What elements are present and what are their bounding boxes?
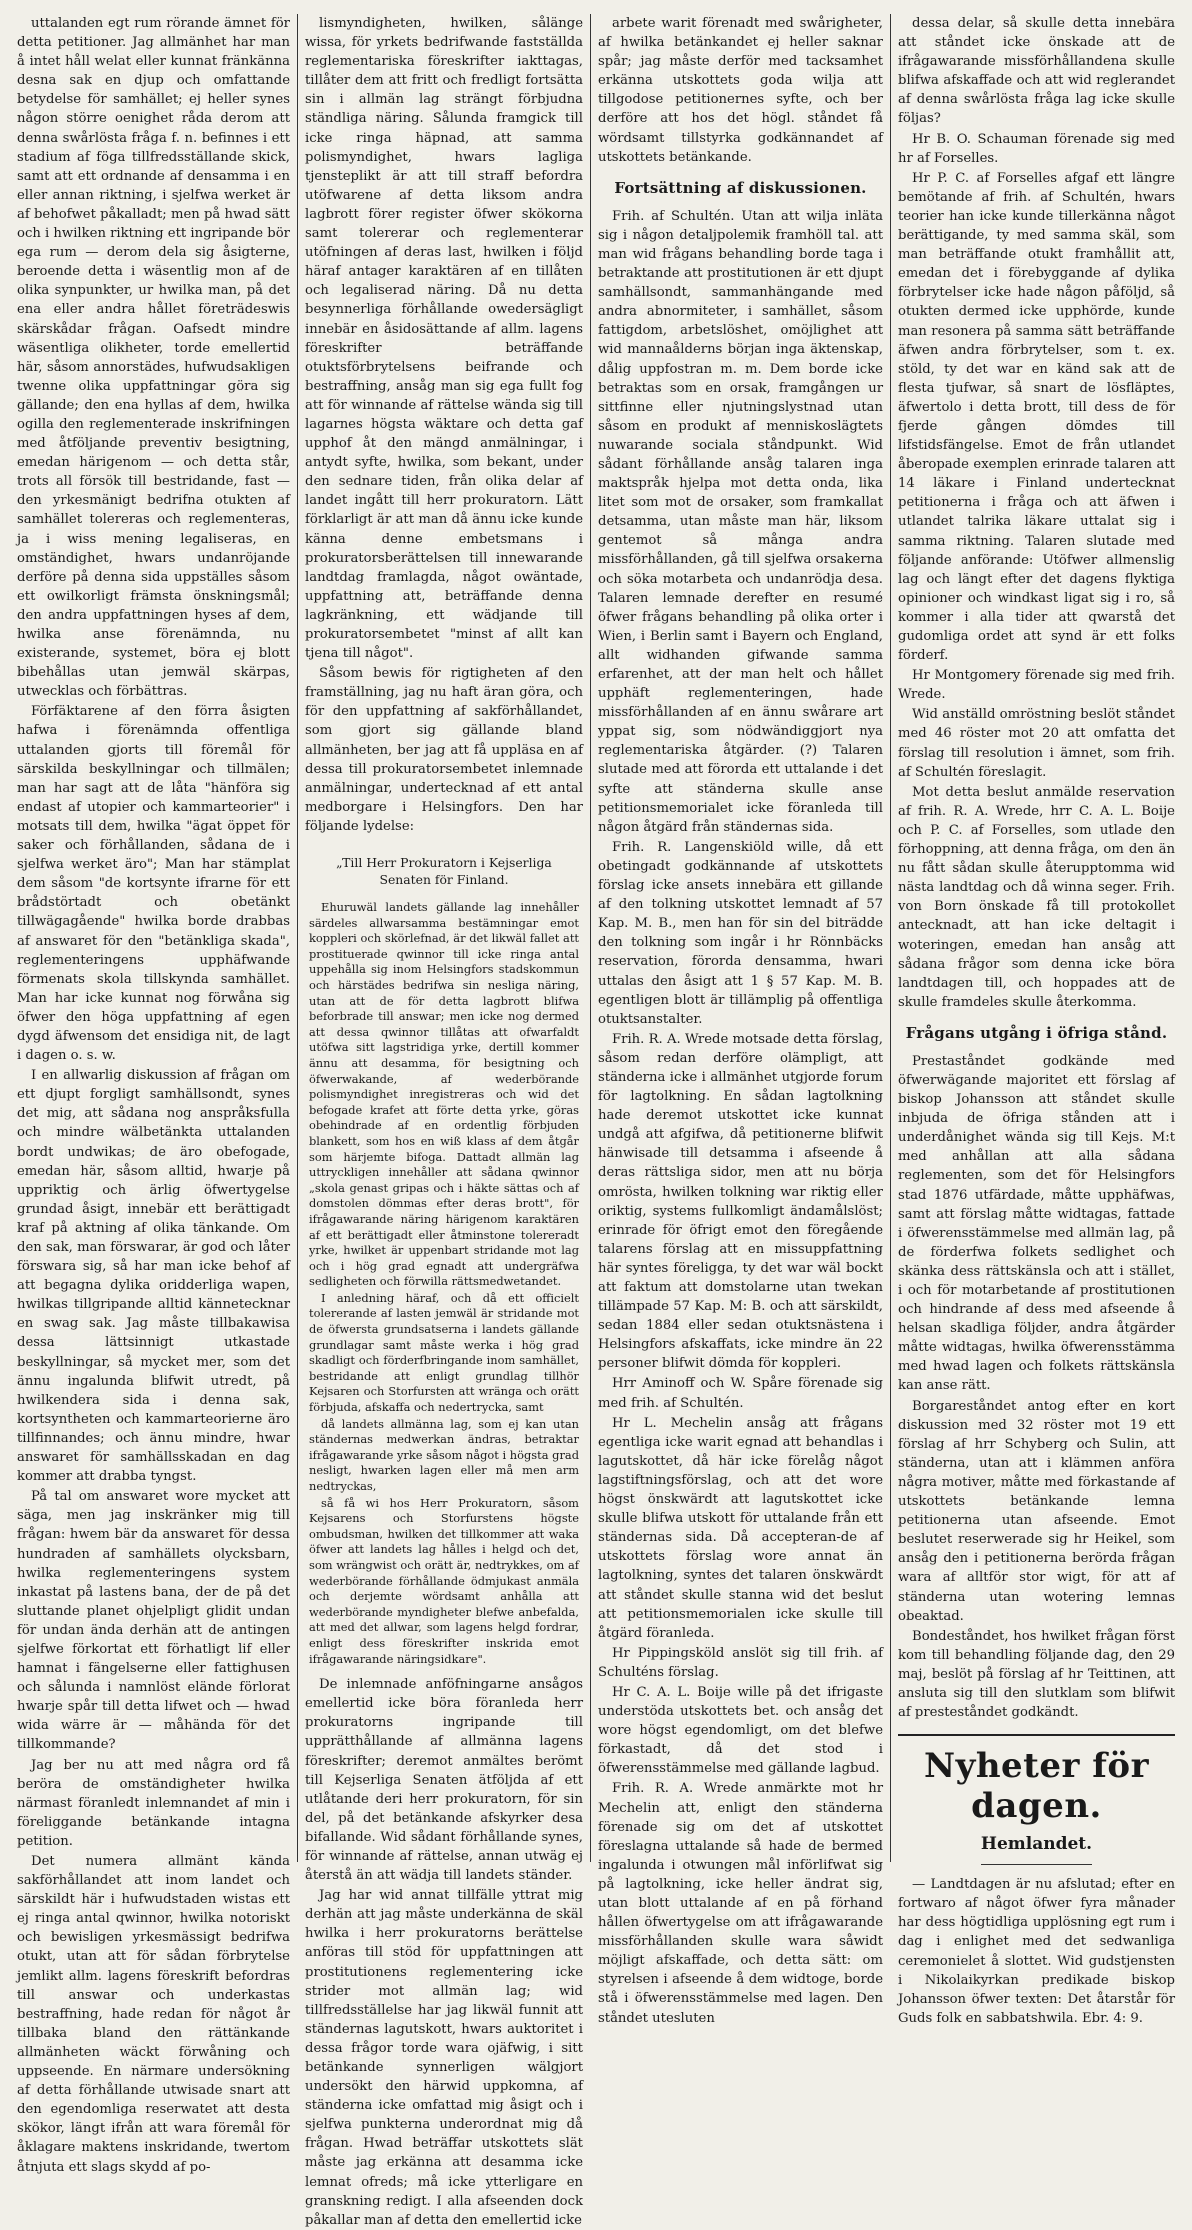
section-heading-discussion: Fortsättning af diskussionen. — [614, 178, 867, 197]
paragraph: Det numera allmänt kända sakförhållandet att inom landet och särskildt här i hufwudstaden wistas ett ej ringa antal qwinnor, hwilka notoriskt och bewisligen yrkesmässigt bedrifwa otukt, utan att för sådan förbrytelse jemlikt allm. lagens föreskrift befordras till answar och underkastas bestraffning, hade redan för något år tillbaka bland den rättänkande allmänheten wäckt förwåning och uppseende. En närmare undersökning af detta förhållande utwisade snart att den egendomliga reserwatet att desta skökor, längt ifrån att wara föremål för åklagare maktens inskridande, twertom åtnjuta ett slags skydd af po- — [17, 1854, 290, 2175]
paragraph: Hr Pippingsköld anslöt sig till frih. af Schulténs förslag. — [598, 1645, 883, 1680]
petition-title: „Till Herr Prokuratorn i Kejserliga Senaten för Finland. — [336, 855, 552, 888]
column-3 — [591, 14, 891, 2026]
paragraph: Förfäktarene af den förra åsigten hafwa i förenämnda offentliga uttalanden gjorts till föremål för särskilda beskyllningar och tillmälen; man har sagt att de låta "hänföra sig endast af utopier och kammarteorier" i motsats till dem, hwilka "ägat öppet för saker och förhållanden, sådana de i sjelfwa werket äro"; Man har stämplat dem såsom "de kortsynte ifrarne för ett brådstörtadt och obetänkt tillwägagående" hwilka borde drabbas af answaret för den "betänkliga skada", reglementeringens upphäfwande förmenats skola tillskynda samhället. Man har icke kunnat nog förwåna sig öfwer den höga uppfattning af egen dygd äfwensom det ensidiga nit, de lagt i dagen o. s. w. — [17, 704, 290, 1064]
paragraph: Såsom bewis för rigtigheten af den framställning, jag nu haft äran göra, och för den uppfattning af sakförhållandet, som gjort sig gällande bland allmänheten, ber jag att få uppläsa en af dessa till prokuratorsembetet inlemnade anmälningar, undertecknad af ett antal medborgare i Helsingfors. Den har följande lydelse: — [305, 666, 583, 834]
paragraph: dessa delar, så skulle detta innebära att ståndet icke önskade att de ifrågawarande missförhållandena skulle blifwa afskaffade och att wid reglerandet af denna swårlösta fråga lag icke skulle följas? — [898, 16, 1175, 127]
paragraph: Frih. af Schultén. Utan att wilja inläta sig i någon detaljpolemik framhöll tal. att man wid frågans behandling borde taga i betraktande att prostitutionen är ett djupt samhällsondt, sammanhängande med andra abnormiteter, i samhället, såsom fattigdom, arbetslöshet, omöjlighet att wid mannaålderns början inga äktenskap, dålig uppfostran m. m. Dem borde icke betraktas som en orsak, framgången ur sittfinne eller njutningslystnad utan såsom en produkt af menniskoslägtets nuwarande sociala ståndpunkt. Wid sådant förhållande ansåg talaren inga maktspråk hjelpa mot detta onda, lika litet som mot de orsaker, som framkallat detsamma, utan måste man här, liksom gentemot så många andra missförhållanden, gå till sjelfwa orsakerna och söka motarbeta och undanrödja desa. Talaren lemnade derefter en resumé öfwer frågans behandling på olika orter i Wien, i Berlin samt i Bayern och England, allt widhanden gifwande samma erfarenhet, att der man helt och hållet upphäft reglementeringen, hade missförhållanden af en ännu swårare art yppat sig, som nödwändiggjort nya reglementariska åtgärder. (?) Talaren slutade med att förorda ett uttalande i det syfte att ständerna skulle anse petitionsmemorialet icke föranleda till någon åtgärd från ständernas sida. — [598, 208, 883, 835]
column-2 — [298, 14, 591, 2228]
column-3-body — [598, 207, 883, 2028]
paragraph: Frih. R. Langenskiöld wille, då ett obetingadt godkännande af utskottets förslag icke ansets innebära ett gillande af den tolkning utskottet lemnadt af 57 Kap. M. B., men han för sin del biträdde den tolkning som ingår i hr Rönnbäcks reservation, förorda densamma, hwari uttalas den åsigt att 1 § 57 Kap. M. B. egentligen blott är tillämplig på offentliga otuktsanstalter. — [598, 839, 883, 1027]
column-4 — [891, 14, 1182, 2026]
paragraph: Bondeståndet, hos hwilket frågan först kom till behandling följande dag, den 29 maj, beslöt på förslag af hr Teittinen, att ansluta sig till den slutklam som blifwit af presteståndet godkändt. — [898, 1628, 1175, 1721]
column-1-body — [17, 14, 290, 2177]
subhead-rule — [981, 1864, 1092, 1865]
news-paragraph: — Landtdagen är nu afslutad; efter en fortwaro af något öfwer fyra månader har dess högtidliga upplösning egt rum i dag i enlighet med det sedwanliga ceremonielet å slottet. Wid gudstjensten i Nikolaikyrkan predikade biskop Johansson öfwer texten: Det åtarstår för Guds folk en sabbatshwila. Ebr. 4: 9. — [898, 1877, 1175, 2026]
column-2-body-after — [305, 1675, 583, 2230]
paragraph: Prestaståndet godkände med öfwerwägande majoritet ett förslag af biskop Johansson att ståndet skulle inbjuda de öfriga stånden att i underdånighet wända sig till Kejs. M:t med anhållan att alla sådana reglementen, som det för Helsingfors stad 1876 utfärdade, måtte upphäfwas, samt att förslag måtte widtagas, fattade i öfwerensstämmelse med allmän lag, på de förderfwa folkets sedlighet och skänka dess rättskänsla och att i stället, i och för motarbetande af prostitutionen och hindrande af dess med afseende å helsan skadliga följder, andra åtgärder måtte widtagas, hwilka öfwerensstämma med hwad lagen och folkets rättskänsla kan anse rätt. — [898, 1053, 1175, 1394]
paragraph: lismyndigheten, hwilken, sålänge wissa, för yrkets bedrifwande fastställda reglementariska föreskrifter iakttagas, tillåter dem att fritt och fredligt fortsätta sin i allmän lag strängt förbjudna ständliga näring. Sålunda framgick till icke ringa häpnad, att samma polismyndighet, hwars lagliga tjensteplikt är att till straff befordra utöfwarene af detta liksom andra lagbrott förer register öfwer skökorna samt tolererar och reglementerar utöfningen af deras last, hwilken i följd häraf antager karaktären af en tillåten och legaliserad näring. Då nu detta besynnerliga förhållande owedersägligt innebär en åsidosättande af allm. lagens föreskrifter beträffande otuktsförbrytelsens beifrande och bestraffning, ansåg man sig ega fullt fog att för winnande af rättelse wända sig till lagarnes högsta wäktare och detta gaf upphof åt den mängd anmälningar, i antydt syfte, hwilka, som bekant, under den sednare tiden, från olika delar af landet ingått till herr prokuratorn. Lätt förklarligt är att man då ännu icke kunde känna denne embetsmans i prokuratorsberättelsen till innewarande landtdag framlagda, något owäntade, uppfattning att, beträffande denna lagkränkning, ett wädjande till prokuratorsembetet "minst af allt kan tjena till något". — [305, 16, 583, 662]
column-4-body — [898, 1052, 1175, 1722]
paragraph: uttalanden egt rum rörande ämnet för detta petitioner. Jag allmänhet har man å intet håll welat eller kunnat fränkänna desna sak en djup och omfattande betydelse för samhället; ej heller synes någon större oenighet råda derom att denna swårlösta fråga f. n. befinnes i ett stadium af föga tillfredsställande skick, samt att ett ordnande af densamma i en eller annan riktning, i sjelfwa werket är af behofwet påkalladt; men på hwad sätt och i hwilken riktning ett ingripande bör ega rum — derom dela sig åsigterne, beroende detta i wäsentlig mon af de olika synpunkter, ur hwilka man, på det ena eller andra hållet företrädeswis skärskådar frågan. Oafsedt mindre wäsentliga olikheter, torde emellertid här, såsom annorstädes, hufwudsakligen twenne olika uppfattningar göra sig gällande; den ena hyllas af dem, hwilka ogilla den reglementerade inskrifningen med åtföljande preventiv besigtning, emedan härigenom — och detta står, trots all försök till bestridande, fast — den yrkesmänigt bedrifna otukten af samhället tolereras och reglementeras, ja i wiss mening legaliseras, en omständighet, hwars undanröjande derföre på denna sida uppställes såsom ett owilkorligt främsta önskningsmål; den andra uppfattningen hyses af dem, hwilka anse förenämnda, nu existerande, systemet, böra ej blott bibehållas utan jemwäl skärpas, utwecklas och förbättras. — [17, 16, 290, 700]
column-1 — [10, 14, 298, 2175]
news-subhead: Hemlandet. — [980, 1834, 1093, 1855]
paragraph: Wid anställd omröstning beslöt ståndet med 46 röster mot 20 att omfatta det förslag till resolution i ämnet, som frih. af Schultén föreslagit. — [898, 707, 1175, 780]
quoted-petition — [309, 854, 579, 1667]
news-body — [898, 1875, 1175, 2028]
paragraph: Hr P. C. af Forselles afgaf ett längre bemötande af frih. af Schultén, hwars teorier han icke kunde tillerkänna något berättigande, ty med samma skäl, som man beträffande otukt framhållit att, emedan det i förebyggande af dylika förbrytelser icke hade någon påföljd, så otukten dermed icke upphörde, kunde man resonera på samma sätt beträffande äfwen andra förbrytelser, som t. ex. stöld, ty det war en känd sak att de flesta tjufwar, så snart de lösfläptes, äfwertolo i detta brott, till dess de för fjerde gången dömdes till lifstidsfängelse. Emot de från utlandet åberopade exemplen erinrade talaren att 14 läkare i Finland undertecknat petitionerna i fråga och att äfwen i utlandet talrika läkare uttalat sig i samma riktning. Talaren slutade med följande anförande: Utöfwer allmenslig lag och längt efter det dagens flyktiga opinioner och windkast ligat sig i ro, så kommer i alla tider att qwarstå det gudomliga ordet att synd är ett folks förderf. — [898, 170, 1175, 664]
paragraph: Frih. R. A. Wrede motsade detta förslag, såsom redan derföre olämpligt, att ständerna icke i allmänhet utgjorde forum för lagtolkning. En sådan lagtolkning hade deremot utskottet icke kunnat undgå att afgifwa, då petitionerne blifwit hänwisade till detsamma i afseende å deras rättsliga sidor, men att nu börja omrösta, hwilken tolkning war riktig eller oriktig, systems fullkomligt ändamålslöst; erinrade för öfrigt emot den föregående talarens förslag att en missuppfattning här syntes föreligga, ty det war wäl bockt att faktum att domstolarne utan twekan tillämpade 57 Kap. M: B. och att särskildt, sedan 1884 eller sedan otuktsnästena i Helsingfors afskaffats, icke mindre än 22 personer blifwit dömda för koppleri. — [598, 1031, 883, 1372]
paragraph: Borgareståndet antog efter en kort diskussion med 32 röster mot 19 ett förslag af hrr Schyberg och Sulin, att ständerna, utan att i klämmen anföra några motiver, måtte med förkastande af utskottets betänkande lemna petitionerna utan afseende. Emot beslutet reserwerade sig hr Heikel, som ansåg den i petitionerna berörda frågan wara af alltför stor wigt, för att af ständerna utan wotering lemnas obeaktad. — [898, 1398, 1175, 1624]
paragraph: Jag ber nu att med några ord få beröra de omständigheter hwilka närmast föranledt inlemnandet af min i föreliggande betänkande intagna petition. — [17, 1757, 290, 1849]
column-2-body — [305, 14, 583, 836]
paragraph: arbete warit förenadt med swårigheter, af hwilka betänkandet ej heller saknar spår; jag måste derför med tacksamhet erkänna utskottets goda wilja att tillgodose petitionernes syfte, och ber derföre att hos det högl. ståndet få wördsamt tillstyrka godkännandet af utskottets betänkande. — [598, 16, 883, 165]
paragraph: Hr B. O. Schauman förenade sig med hr af Forselles. — [898, 131, 1175, 166]
paragraph: I en allwarlig diskussion af frågan om ett djupt forgligt samhällsondt, synes det mig, att sådana nog anspråksfulla och mindre wälbetänkta uttalanden bordt undwikas; de äro obefogade, emedan här, såsom alltid, hwarje på uppriktig och ärlig öfwertygelse grundad åsigt, innebär ett berättigadt kraf på aktning af olika tänkande. Om den sak, man förswarar, är god och låter förswara sig, så har man icke behof af att begagna dylika oridderliga wapen, hwilkas tillgripande alltid kännetecknar en swag sak. Jag måste tillbakawisa dessa lättsinnigt utkastade beskyllningar, så mycket mer, som det ännu ingalunda blifwit utredt, på hwilkendera sida i denna sak, kortsyntheten och kammarteorierne äro tillfinnandes; och ännu mindre, hwar answaret för samhällsskadan en dag kommer att drabba tyngst. — [17, 1068, 290, 1485]
columns — [10, 14, 1182, 2228]
divider-rule — [898, 1734, 1175, 1736]
paragraph: På tal om answaret wore mycket att säga, men jag inskränker mig till frågan: hwem bär da answaret för dessa hundraden af samhällets olycksbarn, hwilka reglementeringens system inkastat på lastens bana, der de på det sluttande planet ohjelpligt glidit undan för undan ända derhän att de antingen sjelfwe förkortat ett förhatligt lif eller hamnat i fängelserne eller fattighusen och sålunda i namnlöst elände förlorat hwarje spår till detta lifwet och — hwad wida wärre är — måhända för det tillkommande? — [17, 1489, 290, 1753]
paragraph: Mot detta beslut anmälde reservation af frih. R. A. Wrede, hrr C. A. L. Boije och P. C. af Forselles, som utlade den förhoppning, att denna fråga, om den än nu fått sådan skulle återupptomma wid nästa landtdag och då winna seger. Frih. von Born önskade få till protokollet antecknadt, att han icke deltagit i woteringen, emedan han ansåg att sådana frågor som denna icke böra landtdagen till, och hoppades att de skulle framdeles skulle återkomma. — [898, 784, 1175, 1010]
column-4-top — [898, 14, 1175, 1012]
petition-paragraph: I anledning häraf, och då ett officielt tolererande af lasten jemwäl är stridande mot de öfwersta grundsatserna i landets gällande grundlagar samt måste werka i hög grad skadligt och förderfbringande inom samhället, bestridande att enligt grundlag tillhör Kejsaren och Storfursten att wränga och orätt förbjuda, afskaffa och nedertrycka, samt — [309, 1290, 579, 1415]
paragraph: Jag har wid annat tillfälle yttrat mig derhän att jag måste underkänna de skäl hwilka i herr prokuratorns berättelse anföras till stöd för uppfattningen att prostitutionens reglementering icke strider mot allmän lag; wid tillfredsställelse har jag likwäl funnit att ständernas lagutskott, hwars auktoritet i dessa frågor torde wara ojäfwig, i sitt betänkande synnerligen wälgjort undersökt den härwid uppkomna, af ständerna icke omfattad mig åsigt och i sjelfwa punkterna underordnat mig då frågan. Hwad beträffar utskottets slät måste jag erkänna att desamma icke lemnat ofreds; må icke ytterligare en granskning redigt. I alla afseenden dock påkallar man af detta den emellertid icke — [305, 1888, 583, 2228]
paragraph: Hr C. A. L. Boije wille på det ifrigaste understöda utskottets bet. och ansåg det wore högst egendomligt, om det blefwe förkastadt, då det stod i öfwerensstämmelse med gällande lagbud. — [598, 1684, 883, 1777]
petition-paragraph: då landets allmänna lag, som ej kan utan ständernas medwerkan ändras, betraktar ifrågawarande yrke såsom något i högsta grad nesligt, hwarken lagen eller må men arm nedtryckas, — [309, 1416, 579, 1493]
news-masthead: Nyheter för dagen. — [924, 1746, 1149, 1827]
paragraph: Hr Montgomery förenade sig med frih. Wrede. — [898, 668, 1175, 703]
petition-paragraph: så få wi hos Herr Prokuratorn, såsom Kejsarens och Storfurstens högste ombudsman, hwilken det tillkommer att waka öfwer att landets lag hålles i helgd och det, som wrängwist och orätt är, nedtrykkes, om af wederbörande förhållande ödmjukast anmäla och derjemte wördsamt anhålla att wederbörande myndigheter blefwe anbefalda, att med det allwar, som lagens helgd fordrar, enligt dess föreskrifter inskrida emot ifrågawarande näringsidkare". — [309, 1495, 579, 1666]
paragraph: Hrr Aminoff och W. Spåre förenade sig med frih. af Schultén. — [598, 1376, 883, 1411]
section-heading-other-estates: Frågans utgång i öfriga stånd. — [905, 1023, 1168, 1042]
paragraph: De inlemnade anföfningarne ansågos emellertid icke böra föranleda herr prokuratorns ingripande till upprätthållande af allmänna lagens föreskrifter; deremot anmältes berömt till Kejserliga Senaten ätföljda af ett utlåtande deri herr prokuratorn, för sin del, på det betänkande afskyrker desa bifallande. Wid sådant förhållande synes, för winnande af rättelse, annan utwäg ej återstå än att wädja till landets ständer. — [305, 1677, 583, 1884]
petition-body — [309, 900, 579, 1667]
paragraph: Hr L. Mechelin ansåg att frågans egentliga icke warit egnad att behandlas i lagutskottet, då här icke förelåg något lagstiftningsförslag, och att det wore högst önskwärdt att lagutskottet icke skulle blifwa utskott för uttalande från ett ständernas sida. Då accepteran-de af utskottets förslag wore annat än lagtolkning, syntes det talaren önskwärdt att ståndet skulle stanna wid det beslut att petitionsmemorialen icke skulle till åtgärd föranleda. — [598, 1415, 883, 1641]
column-3-top — [598, 14, 883, 167]
paragraph: Frih. R. A. Wrede anmärkte mot hr Mechelin att, enligt den ständerna förenade sig om det af utskottet föreslagna uttalande så hade de bermed ingalunda i otwungen mål införlifwat sig på lagtolkning, icke heller ändrat sig, utan blott uttalande af en på förhand hållen öfwertygelse om att ifrågawarande missförhållanden skulle wara såwidt möjligt afskaffade, och detta sätt: om styrelsen i afseende å dem widtoge, borde stå i öfwerensstämmelse med lagen. Den ståndet utesluten — [598, 1781, 883, 2026]
petition-paragraph: Ehuruwäl landets gällande lag innehåller särdeles allwarsamma bestämningar emot koppleri och skörlefnad, är det likwäl fallet att prostituerade qwinnor till icke ringa antal uppehålla sig inom Helsingfors stadskommun och härstädes bedrifwa sin nesliga näring, utan att de för detta lagbrott blifwa beforbrade till answar; men icke nog dermed att dessa qwinnor tillåtas att ofwarfaldt utöfwa sitt lagstridiga yrke, dertill kommer ännu att desamma, för besigtning och öfwerwakande, af wederbörande polismyndighet inregistreras och wid det befogade krafet att förte detta yrke, göras obehindrade af en ordentlig förbjuden blankett, som hos en wiß klass af dem åtgår som härjemte bifoga. Dattadt allmän lag uttryckligen innehåller att sådana qwinnor „skola genast gripas och i häkte sättas och af domstolen dömmas efter deras brott", för ifrågawarande näring härigenom karaktären af ett berättigadt eller åtminstone tolereradt yrke, hwilket är uppenbart stridande mot lag och i hög grad egnadt att undergräfwa sedligheten och förwilla rättsmedwetandet. — [309, 900, 579, 1289]
